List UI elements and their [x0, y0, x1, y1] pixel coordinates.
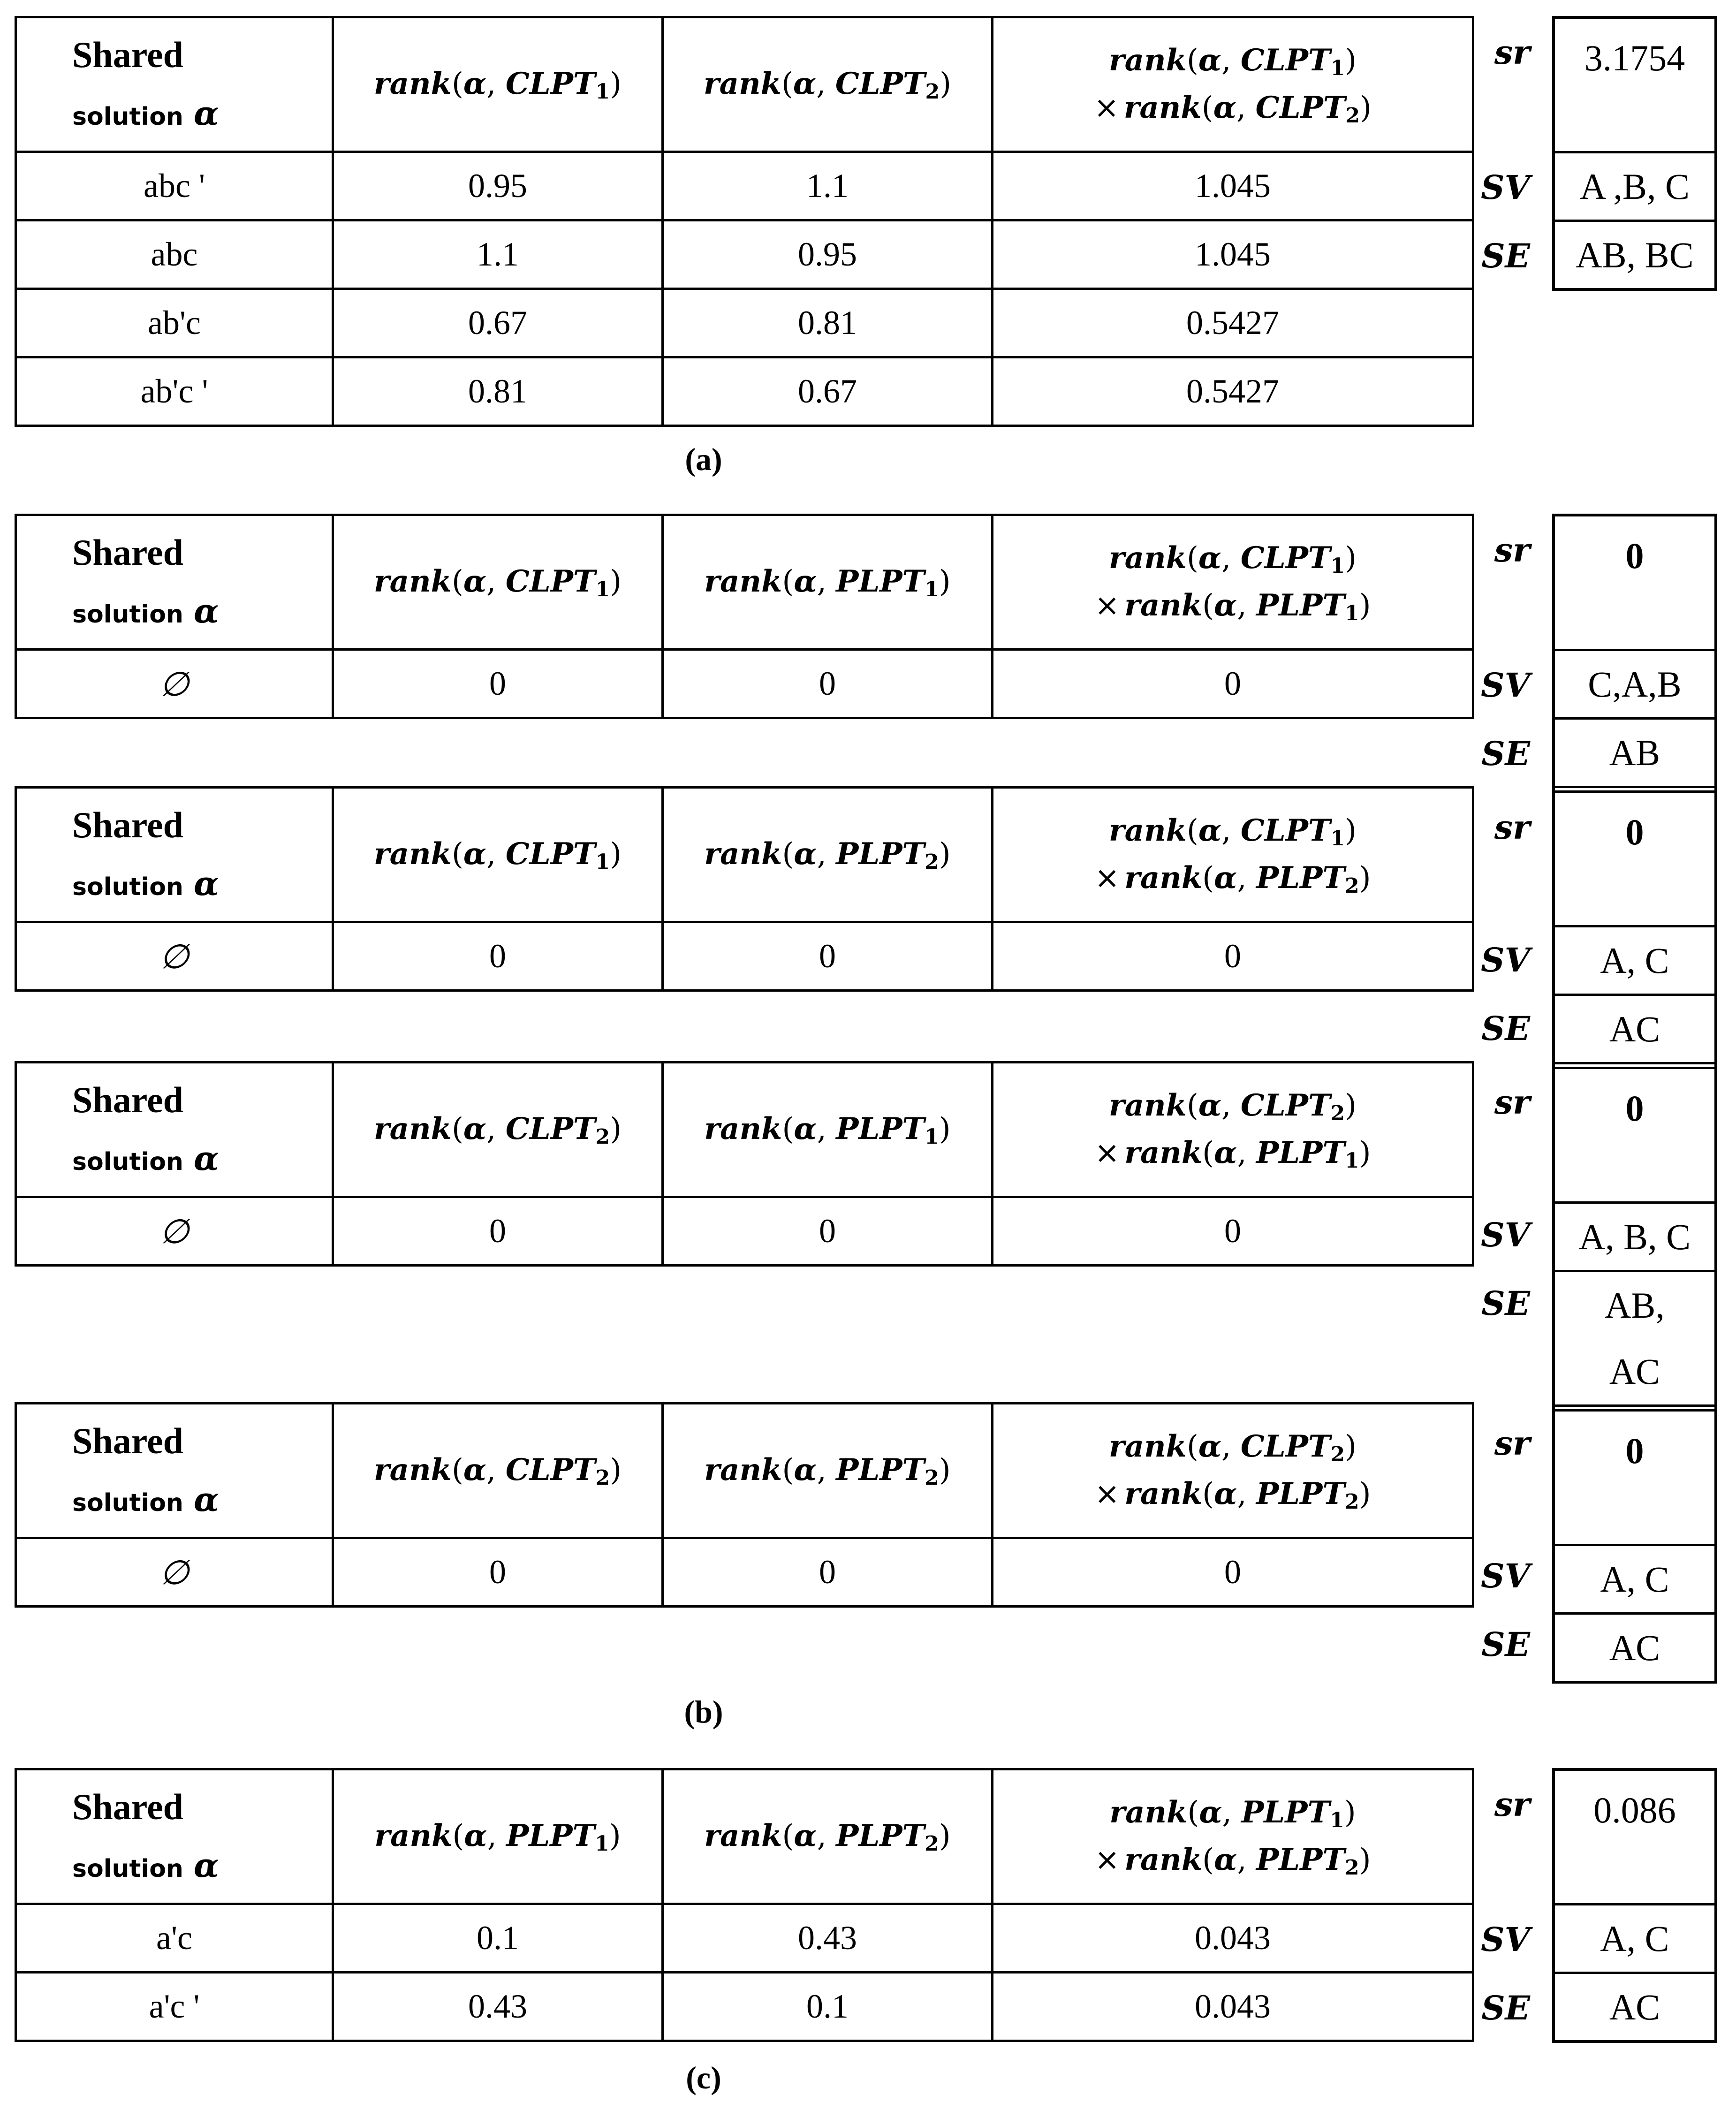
rank-header-1: rank(α, $CLPT_1$) — [333, 17, 663, 152]
sv-value: A, C — [1555, 1544, 1714, 1612]
double-divider — [1555, 1404, 1714, 1412]
rank2-cell: 1.1 — [663, 152, 993, 220]
caption-c: (c) — [686, 2060, 721, 2095]
rank-header-2: rank(α, $CLPT_2$) — [663, 17, 993, 152]
alpha-cell: abc ' — [16, 152, 333, 220]
header-row — [16, 17, 1473, 152]
rank1-cell: 1.1 — [333, 220, 663, 289]
rank1-cell: 0.81 — [333, 357, 663, 426]
sr-label: sr — [1494, 1083, 1530, 1122]
shared-solution-header: Shared solution α — [16, 1769, 333, 1904]
table-b3 — [15, 1061, 1474, 1267]
se-value: AC — [1555, 1972, 1714, 2040]
rank2-cell: 0.43 — [663, 1904, 993, 1973]
sv-label: SV — [1481, 1215, 1530, 1254]
product-header: rank(α, $CLPT_1$) × rank(α, $PLPT_2$) — [993, 788, 1473, 922]
se-value: AC — [1555, 1612, 1714, 1681]
alpha-cell: a'c ' — [16, 1973, 333, 2041]
rank-header-2: rank(α, $PLPT_1$) — [663, 515, 993, 650]
caption-b: (b) — [684, 1694, 723, 1730]
table-row — [16, 1904, 1473, 1973]
se-label: SE — [1481, 734, 1530, 773]
product-header: rank(α, $CLPT_1$) × rank(α, $CLPT_2$) — [993, 17, 1473, 152]
table-row — [16, 220, 1473, 289]
se-label: SE — [1481, 1989, 1530, 2027]
alpha-cell: a'c — [16, 1904, 333, 1973]
table-b4 — [15, 1402, 1474, 1608]
table-b2 — [15, 786, 1474, 992]
alpha-cell: ab'c ' — [16, 357, 333, 426]
sv-label: SV — [1481, 941, 1530, 979]
rank-header-2: rank(α, $PLPT_2$) — [663, 1404, 993, 1538]
product-cell: 0.5427 — [993, 289, 1473, 357]
sr-value: 3.1754 — [1584, 38, 1685, 78]
rank-header-2: rank(α, $PLPT_2$) — [663, 788, 993, 922]
sr-label: sr — [1494, 1785, 1530, 1824]
sv-value: A, C — [1555, 1903, 1714, 1972]
product-cell: 1.045 — [993, 152, 1473, 220]
empty-set-cell: ∅ — [16, 650, 333, 718]
sr-value: 0 — [1625, 535, 1644, 576]
double-divider — [1555, 1062, 1714, 1069]
sv-value: C,A,B — [1555, 649, 1714, 717]
product-header: rank(α, $CLPT_2$) × rank(α, $PLPT_1$) — [993, 1063, 1473, 1197]
rank2-cell: 0.67 — [663, 357, 993, 426]
se-label: SE — [1481, 236, 1530, 275]
sr-value: 0 — [1625, 812, 1644, 852]
shared-solution-header: Shared solution α — [16, 17, 333, 152]
double-divider — [1555, 786, 1714, 793]
rank-header-2: rank(α, $PLPT_1$) — [663, 1063, 993, 1197]
se-label: SE — [1481, 1625, 1530, 1664]
alpha-cell: abc — [16, 220, 333, 289]
se-value: AC — [1555, 994, 1714, 1062]
rank-header-1: rank(α, $CLPT_2$) — [333, 1063, 663, 1197]
table-row: ∅ 0 0 0 — [16, 922, 1473, 991]
sv-label: SV — [1481, 1920, 1530, 1959]
se-label: SE — [1481, 1284, 1530, 1323]
sv-value: A ,B, C — [1555, 151, 1714, 220]
rank-header-2: rank(α, $PLPT_2$) — [663, 1769, 993, 1904]
sr-value: 0 — [1625, 1088, 1644, 1129]
sr-label: sr — [1494, 1424, 1530, 1463]
summary-box-c — [1552, 1768, 1717, 2043]
rank-header-1: rank(α, $CLPT_2$) — [333, 1404, 663, 1538]
sr-value: 0.086 — [1593, 1790, 1676, 1830]
rank-header-1: rank(α, $PLPT_1$) — [333, 1769, 663, 1904]
rank2-cell: 0.95 — [663, 220, 993, 289]
shared-solution-header: Shared solution α — [16, 515, 333, 650]
product-header: rank(α, $PLPT_1$) × rank(α, $PLPT_2$) — [993, 1769, 1473, 1904]
table-row — [16, 357, 1473, 426]
se-label: SE — [1481, 1009, 1530, 1048]
shared-solution-header: Shared solution α — [16, 1063, 333, 1197]
caption-a: (a) — [685, 441, 722, 477]
table-row: ∅ 0 0 0 — [16, 1538, 1473, 1607]
se-value: AB, BC — [1555, 220, 1714, 288]
sv-label: SV — [1481, 666, 1530, 705]
product-cell: 0.5427 — [993, 357, 1473, 426]
sr-value: 0 — [1625, 1430, 1644, 1471]
table-row: ∅ 0 0 0 — [16, 650, 1473, 718]
shared-solution-header: Shared solution α — [16, 788, 333, 922]
table-row — [16, 289, 1473, 357]
product-cell: 0.043 — [993, 1904, 1473, 1973]
product-header: rank(α, $CLPT_1$) × rank(α, $PLPT_1$) — [993, 515, 1473, 650]
sr-label: sr — [1494, 808, 1530, 847]
rank1-cell: 0.1 — [333, 1904, 663, 1973]
table-row — [16, 152, 1473, 220]
rank1-cell: 0.95 — [333, 152, 663, 220]
rank1-cell: 0.43 — [333, 1973, 663, 2041]
table-b1 — [15, 514, 1474, 719]
sv-label: SV — [1481, 168, 1530, 207]
table-row — [16, 1973, 1473, 2041]
empty-set-cell: ∅ — [16, 922, 333, 991]
table-c — [15, 1768, 1474, 2042]
product-header: rank(α, $CLPT_2$) × rank(α, $PLPT_2$) — [993, 1404, 1473, 1538]
rank1-cell: 0.67 — [333, 289, 663, 357]
product-cell: 0.043 — [993, 1973, 1473, 2041]
sr-label: sr — [1494, 33, 1530, 72]
rank2-cell: 0.1 — [663, 1973, 993, 2041]
sv-value: A, C — [1555, 925, 1714, 994]
sv-value: A, B, C — [1555, 1201, 1714, 1270]
rank-header-1: rank(α, $CLPT_1$) — [333, 788, 663, 922]
se-value: AB, AC — [1555, 1270, 1714, 1404]
table-a — [15, 16, 1474, 427]
table-row: ∅ 0 0 0 — [16, 1197, 1473, 1266]
alpha-cell: ab'c — [16, 289, 333, 357]
summary-box-a — [1552, 16, 1717, 291]
sr-label: sr — [1494, 531, 1530, 569]
se-value: AB — [1555, 717, 1714, 786]
product-cell: 1.045 — [993, 220, 1473, 289]
sv-label: SV — [1481, 1556, 1530, 1595]
rank-header-1: rank(α, $CLPT_1$) — [333, 515, 663, 650]
summary-box-b — [1552, 514, 1717, 1684]
shared-solution-header: Shared solution α — [16, 1404, 333, 1538]
empty-set-cell: ∅ — [16, 1538, 333, 1607]
empty-set-cell: ∅ — [16, 1197, 333, 1266]
rank2-cell: 0.81 — [663, 289, 993, 357]
